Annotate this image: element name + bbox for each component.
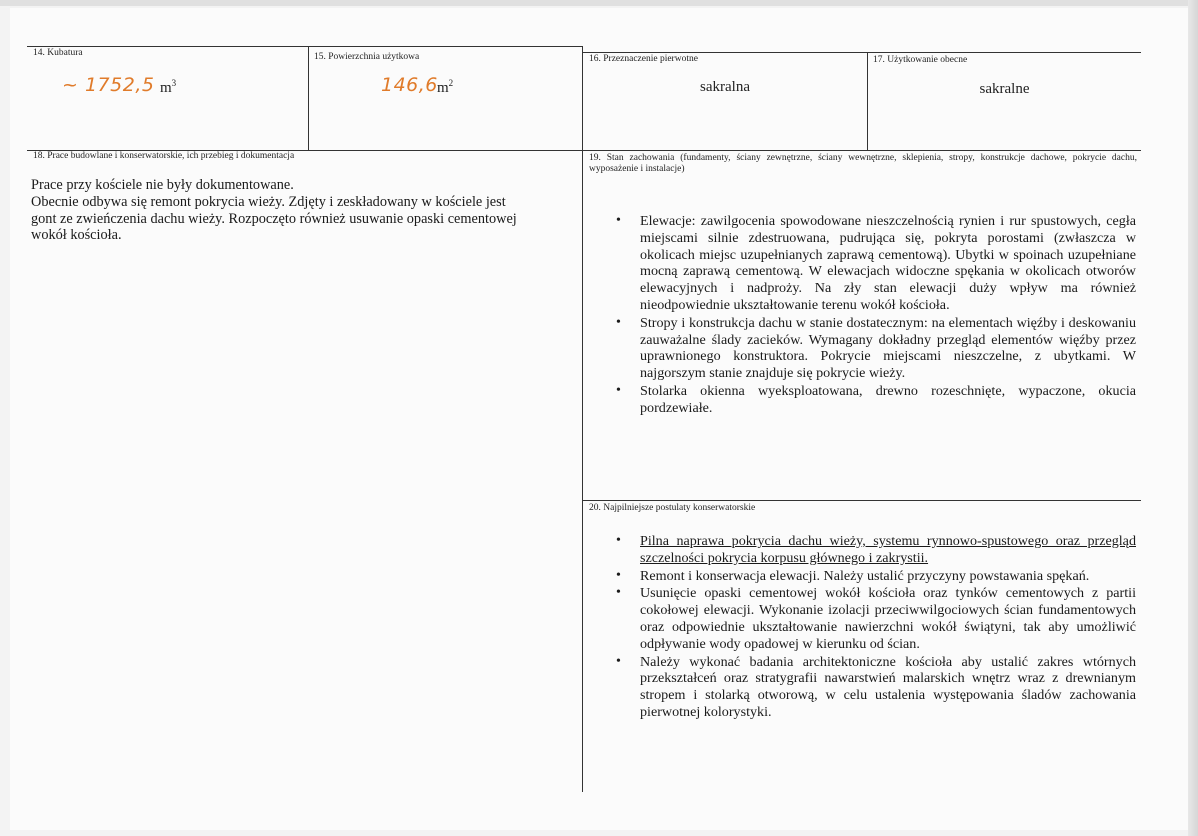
list-item: • Należy wykonać badania architektoniczne kościoła aby ustalić zakres wtórnych przekształceń oraz stratygrafii nawarstwień malarskich wnętrz wraz z drewnianym stropem i stolarką otworową, w celu ustalenia występowania śladów zachowania pierwotnej kolorystyki. — [614, 654, 1136, 721]
f14-handwritten-value: ~ 1752,5 — [62, 74, 155, 96]
f18-line: Prace przy kościele nie były dokumentowane. — [31, 177, 294, 193]
f18-line: gont ze zwieńczenia dachu wieży. Rozpoczęto również usuwanie opaski cementowej — [31, 210, 517, 227]
list-item: • Remont i konserwacja elewacji. Należy ustalić przyczyny powstawania spękań. — [614, 568, 1136, 585]
f19-list — [614, 213, 1136, 418]
f18-line: wokół kościoła. — [31, 227, 122, 244]
f15-label: 15. Powierzchnia użytkowa — [314, 52, 420, 62]
underlined-item-text: Pilna naprawa pokrycia dachu wieży, systemu rynnowo-spustowego oraz przegląd szczelności pokrycia korpusu głównego i zakrystii. — [640, 533, 1136, 566]
f15-unit: $m^2$ — [437, 78, 454, 96]
list-item — [614, 533, 1136, 567]
f16-value: sakralna — [700, 79, 750, 95]
f17-value: sakralne — [979, 81, 1030, 97]
f19-label: 19. Stan zachowania (fundamenty, ściany zewnętrzne, ściany wewnętrzne, sklepienia, stropy, konstrukcje dachowe, pokrycie dachu, wyposażenie i instalacje) — [589, 153, 1137, 174]
f20-label: 20. Najpilniejsze postulaty konserwatorskie — [589, 503, 756, 513]
f17-label: 17. Użytkowanie obecne — [873, 55, 968, 65]
top-border-left — [27, 46, 583, 47]
col-divider-3 — [867, 52, 868, 150]
top-border-right — [583, 52, 1141, 53]
list-item: • Stolarka okienna wyeksploatowana, drewno rozeschnięte, wypaczone, okucia pordzewiałe. — [614, 383, 1136, 417]
scan-top-edge — [0, 0, 1198, 6]
list-item: • Stropy i konstrukcja dachu w stanie dostatecznym: na elementach więźby i deskowaniu zauważalne ślady zacieków. Wymagany dokładny przegląd elementów więźby przez uprawnionego konstruktora. Pokrycie miejscami nieszczelne, z ubytkami. W najgorszym stanie znajduje się pokrycie wieży. — [614, 315, 1136, 382]
scan-right-edge — [1188, 0, 1198, 836]
f14-label: 14. Kubatura — [33, 48, 83, 58]
f16-label: 16. Przeznaczenie pierwotne — [589, 54, 698, 64]
f18-text — [31, 177, 576, 244]
col-divider-main — [582, 46, 583, 792]
f20-list — [614, 533, 1136, 722]
f19-f20-divider — [583, 500, 1141, 501]
f18-line: Obecnie odbywa się remont pokrycia wieży. Zdjęty i zeskładowany w kościele jest — [31, 193, 506, 210]
list-item: • Elewacje: zawilgocenia spowodowane nieszczelnością rynien i rur spustowych, cegła miejscami silnie zdestruowana, pudrująca się, pokryta porostami (zwłaszcza w okolicach miejsc uzupełnianych zaprawą cementową). Ubytki w spoinach uzupełniane mocną zaprawą cementową. W elewacjach widoczne spękania w okolicach otworów elewacyjnych i nadproży. Na zły stan elewacji duży wpływ ma również nieodpowiednie ukształtowanie terenu wokół kościoła. — [614, 213, 1136, 314]
f18-label: 18. Prace budowlane i konserwatorskie, ich przebieg i dokumentacja — [33, 151, 295, 161]
col-divider-1 — [308, 46, 309, 150]
list-item: • Usunięcie opaski cementowej wokół kościoła oraz tynków cementowych z partii cokołowej elewacji. Wykonanie izolacji przeciwwilgociowych ścian fundamentowych oraz odpowiednie ukształtowanie nawierzchni wokół świątyni, tak aby umożliwić odpływanie wody opadowej w kierunku od ścian. — [614, 585, 1136, 652]
f14-unit: $m^3$ — [160, 78, 177, 96]
f15-handwritten-value: 146,6 — [381, 74, 438, 96]
